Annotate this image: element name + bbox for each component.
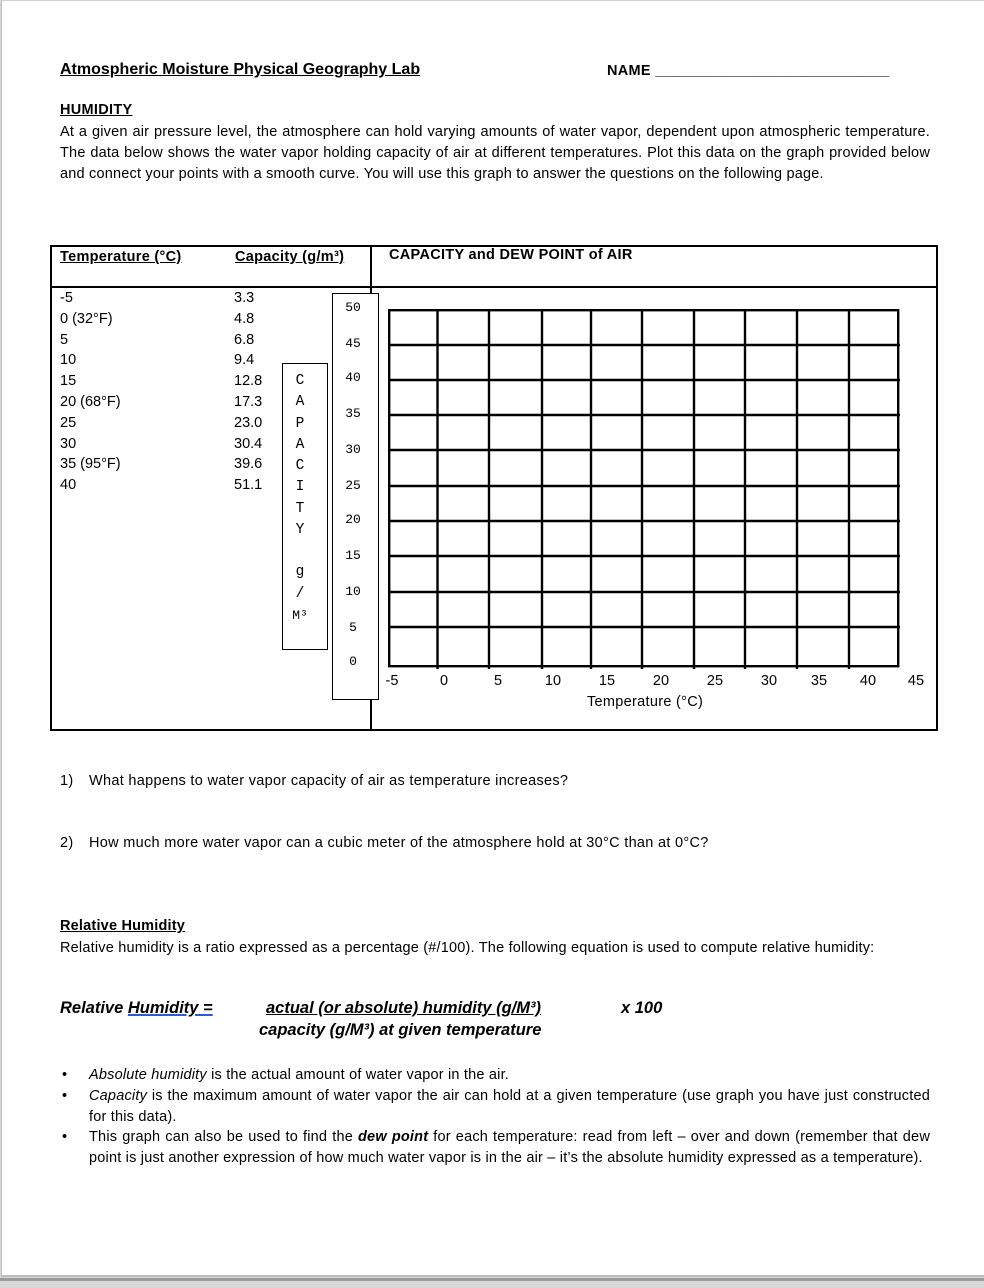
y-tick: 50 [345, 300, 361, 315]
y-tick: 25 [345, 478, 361, 493]
list-item [60, 1086, 930, 1128]
table-cell-temp: 30 [60, 435, 77, 452]
equation-lhs-text: Relative [60, 999, 128, 1017]
relative-humidity-heading: Relative Humidity [60, 918, 186, 934]
table-cell-temp: 25 [60, 414, 77, 431]
x-tick: 40 [859, 673, 877, 689]
x-tick: 20 [652, 673, 670, 689]
graph-title: CAPACITY and DEW POINT of AIR [389, 247, 633, 263]
y-tick: 30 [345, 442, 361, 457]
y-label-letter: P [295, 415, 305, 432]
y-tick: 10 [345, 584, 361, 599]
x-tick: 25 [706, 673, 724, 689]
question-number: 1) [60, 773, 74, 789]
y-label-spacer [285, 541, 315, 562]
equation-denominator: capacity (g/M³) at given temperature [259, 1021, 542, 1039]
y-label-letter: I [295, 479, 305, 496]
table-cell-capacity: 4.8 [234, 310, 255, 327]
y-label-letter: M³ [292, 607, 308, 623]
humidity-paragraph: At a given air pressure level, the atmosphere can hold varying amounts of water vapor, dependent upon atmospheric temperature. The data below shows the water vapor holding capacity of air at different temperatures. Plot this data on the graph provided below and connect your points with a smooth curve. You will use this graph to answer the questions on the following page. [60, 124, 930, 182]
document-page [1, 0, 984, 1277]
y-axis-label-box [282, 363, 328, 650]
question-number: 2) [60, 835, 74, 851]
x-tick: 5 [493, 673, 503, 689]
y-tick: 20 [345, 512, 361, 527]
table-cell-capacity: 3.3 [234, 290, 255, 306]
bullet-list [60, 1065, 930, 1169]
x-axis-label: Temperature (°C) [587, 694, 704, 710]
list-item [60, 1065, 930, 1086]
table-cell-temp: 5 [60, 331, 69, 348]
table-cell-capacity: 51.1 [234, 477, 263, 494]
y-tick: 35 [345, 406, 361, 421]
x-tick: 45 [907, 673, 925, 689]
x-axis-ticks [382, 673, 942, 693]
table-cell-capacity: 30.4 [234, 435, 263, 452]
x-tick: 15 [598, 673, 616, 689]
document-title: Atmospheric Moisture Physical Geography Lab [60, 61, 421, 78]
y-tick: 45 [345, 336, 361, 351]
list-item-text: is the actual amount of water vapor in the air. [206, 1067, 510, 1083]
table-cell-temp: 40 [60, 477, 77, 494]
y-axis-label [285, 371, 315, 626]
equation-lhs [60, 999, 213, 1018]
window-bottom-edge [0, 1278, 984, 1281]
y-tick: 0 [349, 654, 357, 669]
table-cell-capacity: 23.0 [234, 414, 263, 431]
y-label-letter: A [295, 436, 305, 453]
capacity-column [234, 288, 262, 496]
y-tick: 15 [345, 548, 361, 563]
name-blank: ____________________________ [655, 63, 890, 79]
question-2 [60, 835, 709, 851]
y-label-letter: / [295, 585, 305, 602]
y-label-letter: g [295, 564, 305, 581]
y-tick: 5 [349, 620, 357, 635]
term: Capacity [89, 1087, 148, 1104]
list-item [60, 1127, 930, 1169]
table-cell-capacity: 12.8 [234, 373, 263, 390]
question-1 [60, 773, 568, 789]
y-label-letter: Y [295, 522, 305, 539]
equation-lhs-spellcheck-word: Humidity = [127, 999, 213, 1017]
table-cell-temp: 35 (95°F) [60, 456, 121, 473]
x-tick: 0 [439, 673, 449, 689]
equation-multiplier: x 100 [621, 999, 663, 1017]
bullet-icon: • [62, 1129, 68, 1146]
list-item-text: This graph can also be used to find the [89, 1129, 358, 1146]
grid-lines [388, 309, 900, 669]
relative-humidity-paragraph: Relative humidity is a ratio expressed as a percentage (#/100). The following equation is used to compute relative humidity: [60, 940, 875, 956]
y-label-letter: C [295, 458, 305, 475]
bullet-icon: • [62, 1067, 68, 1083]
plot-grid[interactable] [388, 309, 898, 667]
table-header-divider [50, 286, 938, 288]
list-item-text: for each temperature: read from left – over and down (remember that dew point is just another expression of how much water vapor is in the air – it’s the absolute humidity expressed as a temperature). [89, 1129, 930, 1167]
y-tick: 40 [345, 370, 361, 385]
equation-numerator: actual (or absolute) humidity (g/M³) [266, 999, 541, 1017]
humidity-heading: HUMIDITY [60, 102, 133, 118]
question-text: How much more water vapor can a cubic meter of the atmosphere hold at 30°C than at 0°C? [89, 835, 709, 851]
table-cell-temp: 15 [60, 373, 77, 390]
y-axis-ticks-box [332, 293, 379, 700]
table-cell-capacity: 9.4 [234, 352, 255, 369]
table-cell-temp: 0 (32°F) [60, 310, 113, 327]
x-tick: 10 [544, 673, 562, 689]
table-cell-temp: 20 (68°F) [60, 393, 121, 410]
header-capacity: Capacity (g/m³) [235, 249, 345, 265]
table-cell-temp: 10 [60, 352, 77, 369]
table-cell-capacity: 6.8 [234, 331, 255, 348]
y-label-letter: A [295, 394, 305, 411]
name-label: NAME [607, 63, 651, 79]
y-label-letter: T [295, 500, 305, 517]
y-label-letter: C [295, 373, 305, 389]
header-temperature: Temperature (°C) [60, 249, 182, 265]
term: Absolute humidity [89, 1067, 207, 1083]
x-tick: 30 [760, 673, 778, 689]
list-item-text: is the maximum amount of water vapor the air can hold at a given temperature (use graph you have just constructed for this data). [89, 1087, 930, 1125]
x-tick: 35 [810, 673, 828, 689]
name-field[interactable] [607, 63, 889, 79]
temperature-column [60, 288, 121, 496]
term: dew point [358, 1129, 429, 1146]
x-tick: -5 [385, 673, 399, 689]
table-cell-temp: -5 [60, 290, 73, 306]
bullet-icon: • [62, 1087, 68, 1104]
question-text: What happens to water vapor capacity of air as temperature increases? [89, 773, 569, 789]
table-cell-capacity: 39.6 [234, 456, 263, 473]
table-cell-capacity: 17.3 [234, 393, 263, 410]
